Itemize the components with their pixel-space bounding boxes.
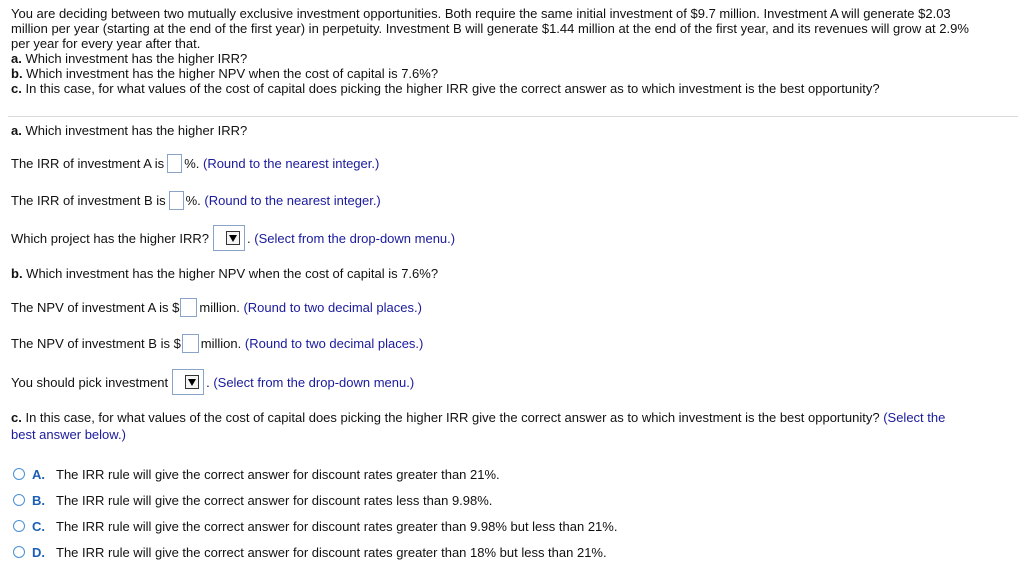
pick-investment-hint: (Select from the drop-down menu.) xyxy=(213,374,415,390)
part-c-hint-2: best answer below.) xyxy=(11,427,126,442)
part-b-prefix: b. xyxy=(11,266,23,281)
option-a[interactable] xyxy=(13,465,500,483)
higher-irr-row xyxy=(11,227,455,249)
option-text: The IRR rule will give the correct answer for discount rates greater than 9.98% but less than 21%. xyxy=(56,518,618,534)
chevron-down-icon xyxy=(185,375,199,389)
npv-a-unit: million. xyxy=(199,299,240,315)
option-c[interactable] xyxy=(13,517,617,535)
part-c-prefix: c. xyxy=(11,410,22,425)
chevron-down-icon xyxy=(226,231,240,245)
question-a-text: Which investment has the higher IRR? xyxy=(21,51,248,66)
option-b[interactable] xyxy=(13,491,492,509)
npv-a-hint: (Round to two decimal places.) xyxy=(243,299,422,315)
pick-investment-label: You should pick investment xyxy=(11,374,169,390)
question-c xyxy=(11,81,1013,96)
radio-button[interactable] xyxy=(13,494,25,506)
irr-a-row xyxy=(11,152,379,174)
higher-irr-hint: (Select from the drop-down menu.) xyxy=(254,230,456,246)
irr-b-input[interactable] xyxy=(169,191,184,210)
problem-line-2: million per year (starting at the end of the first year) in perpetuity. Investment B will generate $1.44 million at the end of the first year, and its revenues will grow at 2.9% xyxy=(11,21,969,36)
part-a-prefix: a. xyxy=(11,123,22,138)
option-d[interactable] xyxy=(13,543,607,561)
irr-b-row xyxy=(11,189,381,211)
part-c-hint-1: (Select the xyxy=(883,410,946,425)
part-b-heading xyxy=(11,266,438,281)
problem-line-3: per year for every year after that. xyxy=(11,36,201,51)
question-b xyxy=(11,66,1013,81)
radio-button[interactable] xyxy=(13,546,25,558)
irr-a-label: The IRR of investment A is xyxy=(11,155,165,171)
pick-investment-dropdown[interactable] xyxy=(172,369,204,395)
section-divider xyxy=(8,116,1018,117)
option-text: The IRR rule will give the correct answer for discount rates greater than 21%. xyxy=(56,466,500,482)
option-letter: C. xyxy=(32,518,45,534)
radio-button[interactable] xyxy=(13,520,25,532)
irr-b-label: The IRR of investment B is xyxy=(11,192,166,208)
question-a-prefix: a. xyxy=(11,51,22,66)
option-text: The IRR rule will give the correct answer for discount rates greater than 18% but less than 21%. xyxy=(56,544,607,560)
question-b-text: Which investment has the higher NPV when the cost of capital is 7.6%? xyxy=(22,66,439,81)
option-text: The IRR rule will give the correct answer for discount rates less than 9.98%. xyxy=(56,492,493,508)
question-a xyxy=(11,51,1013,66)
npv-a-row xyxy=(11,296,422,318)
part-a-heading xyxy=(11,123,247,138)
pick-investment-suffix: . xyxy=(206,374,210,390)
option-letter: A. xyxy=(32,466,45,482)
npv-b-label: The NPV of investment B is $ xyxy=(11,335,181,351)
problem-line-1: You are deciding between two mutually exclusive investment opportunities. Both require the same initial investment of $9.7 million. Investment A will generate $2.03 xyxy=(11,6,951,21)
question-c-prefix: c. xyxy=(11,81,22,96)
irr-b-unit: %. xyxy=(185,192,201,208)
part-c-heading-text: In this case, for what values of the cost of capital does picking the higher IRR give the correct answer as to which investment is the best opportunity? xyxy=(21,410,880,425)
higher-irr-suffix: . xyxy=(246,230,251,246)
pick-investment-row xyxy=(11,371,414,393)
option-letter: B. xyxy=(32,492,45,508)
irr-b-hint: (Round to the nearest integer.) xyxy=(204,192,381,208)
irr-a-hint: (Round to the nearest integer.) xyxy=(202,155,380,171)
higher-irr-dropdown[interactable] xyxy=(213,225,245,251)
radio-button[interactable] xyxy=(13,468,25,480)
higher-irr-label: Which project has the higher IRR? xyxy=(11,230,209,246)
question-b-prefix: b. xyxy=(11,66,23,81)
part-a-heading-text: Which investment has the higher IRR? xyxy=(21,123,248,138)
npv-b-unit: million. xyxy=(200,335,242,351)
npv-b-hint: (Round to two decimal places.) xyxy=(244,335,424,351)
irr-a-input[interactable] xyxy=(167,154,182,173)
npv-a-label: The NPV of investment A is $ xyxy=(11,299,180,315)
npv-a-input[interactable] xyxy=(180,298,197,317)
part-b-heading-text: Which investment has the higher NPV when the cost of capital is 7.6%? xyxy=(22,266,439,281)
question-c-text: In this case, for what values of the cost of capital does picking the higher IRR give the correct answer as to which investment is the best opportunity? xyxy=(21,81,880,96)
npv-b-row xyxy=(11,332,423,354)
npv-b-input[interactable] xyxy=(182,334,199,353)
part-c-heading xyxy=(11,410,945,426)
problem-statement xyxy=(11,6,1013,96)
irr-a-unit: %. xyxy=(184,155,200,171)
option-letter: D. xyxy=(32,544,45,560)
